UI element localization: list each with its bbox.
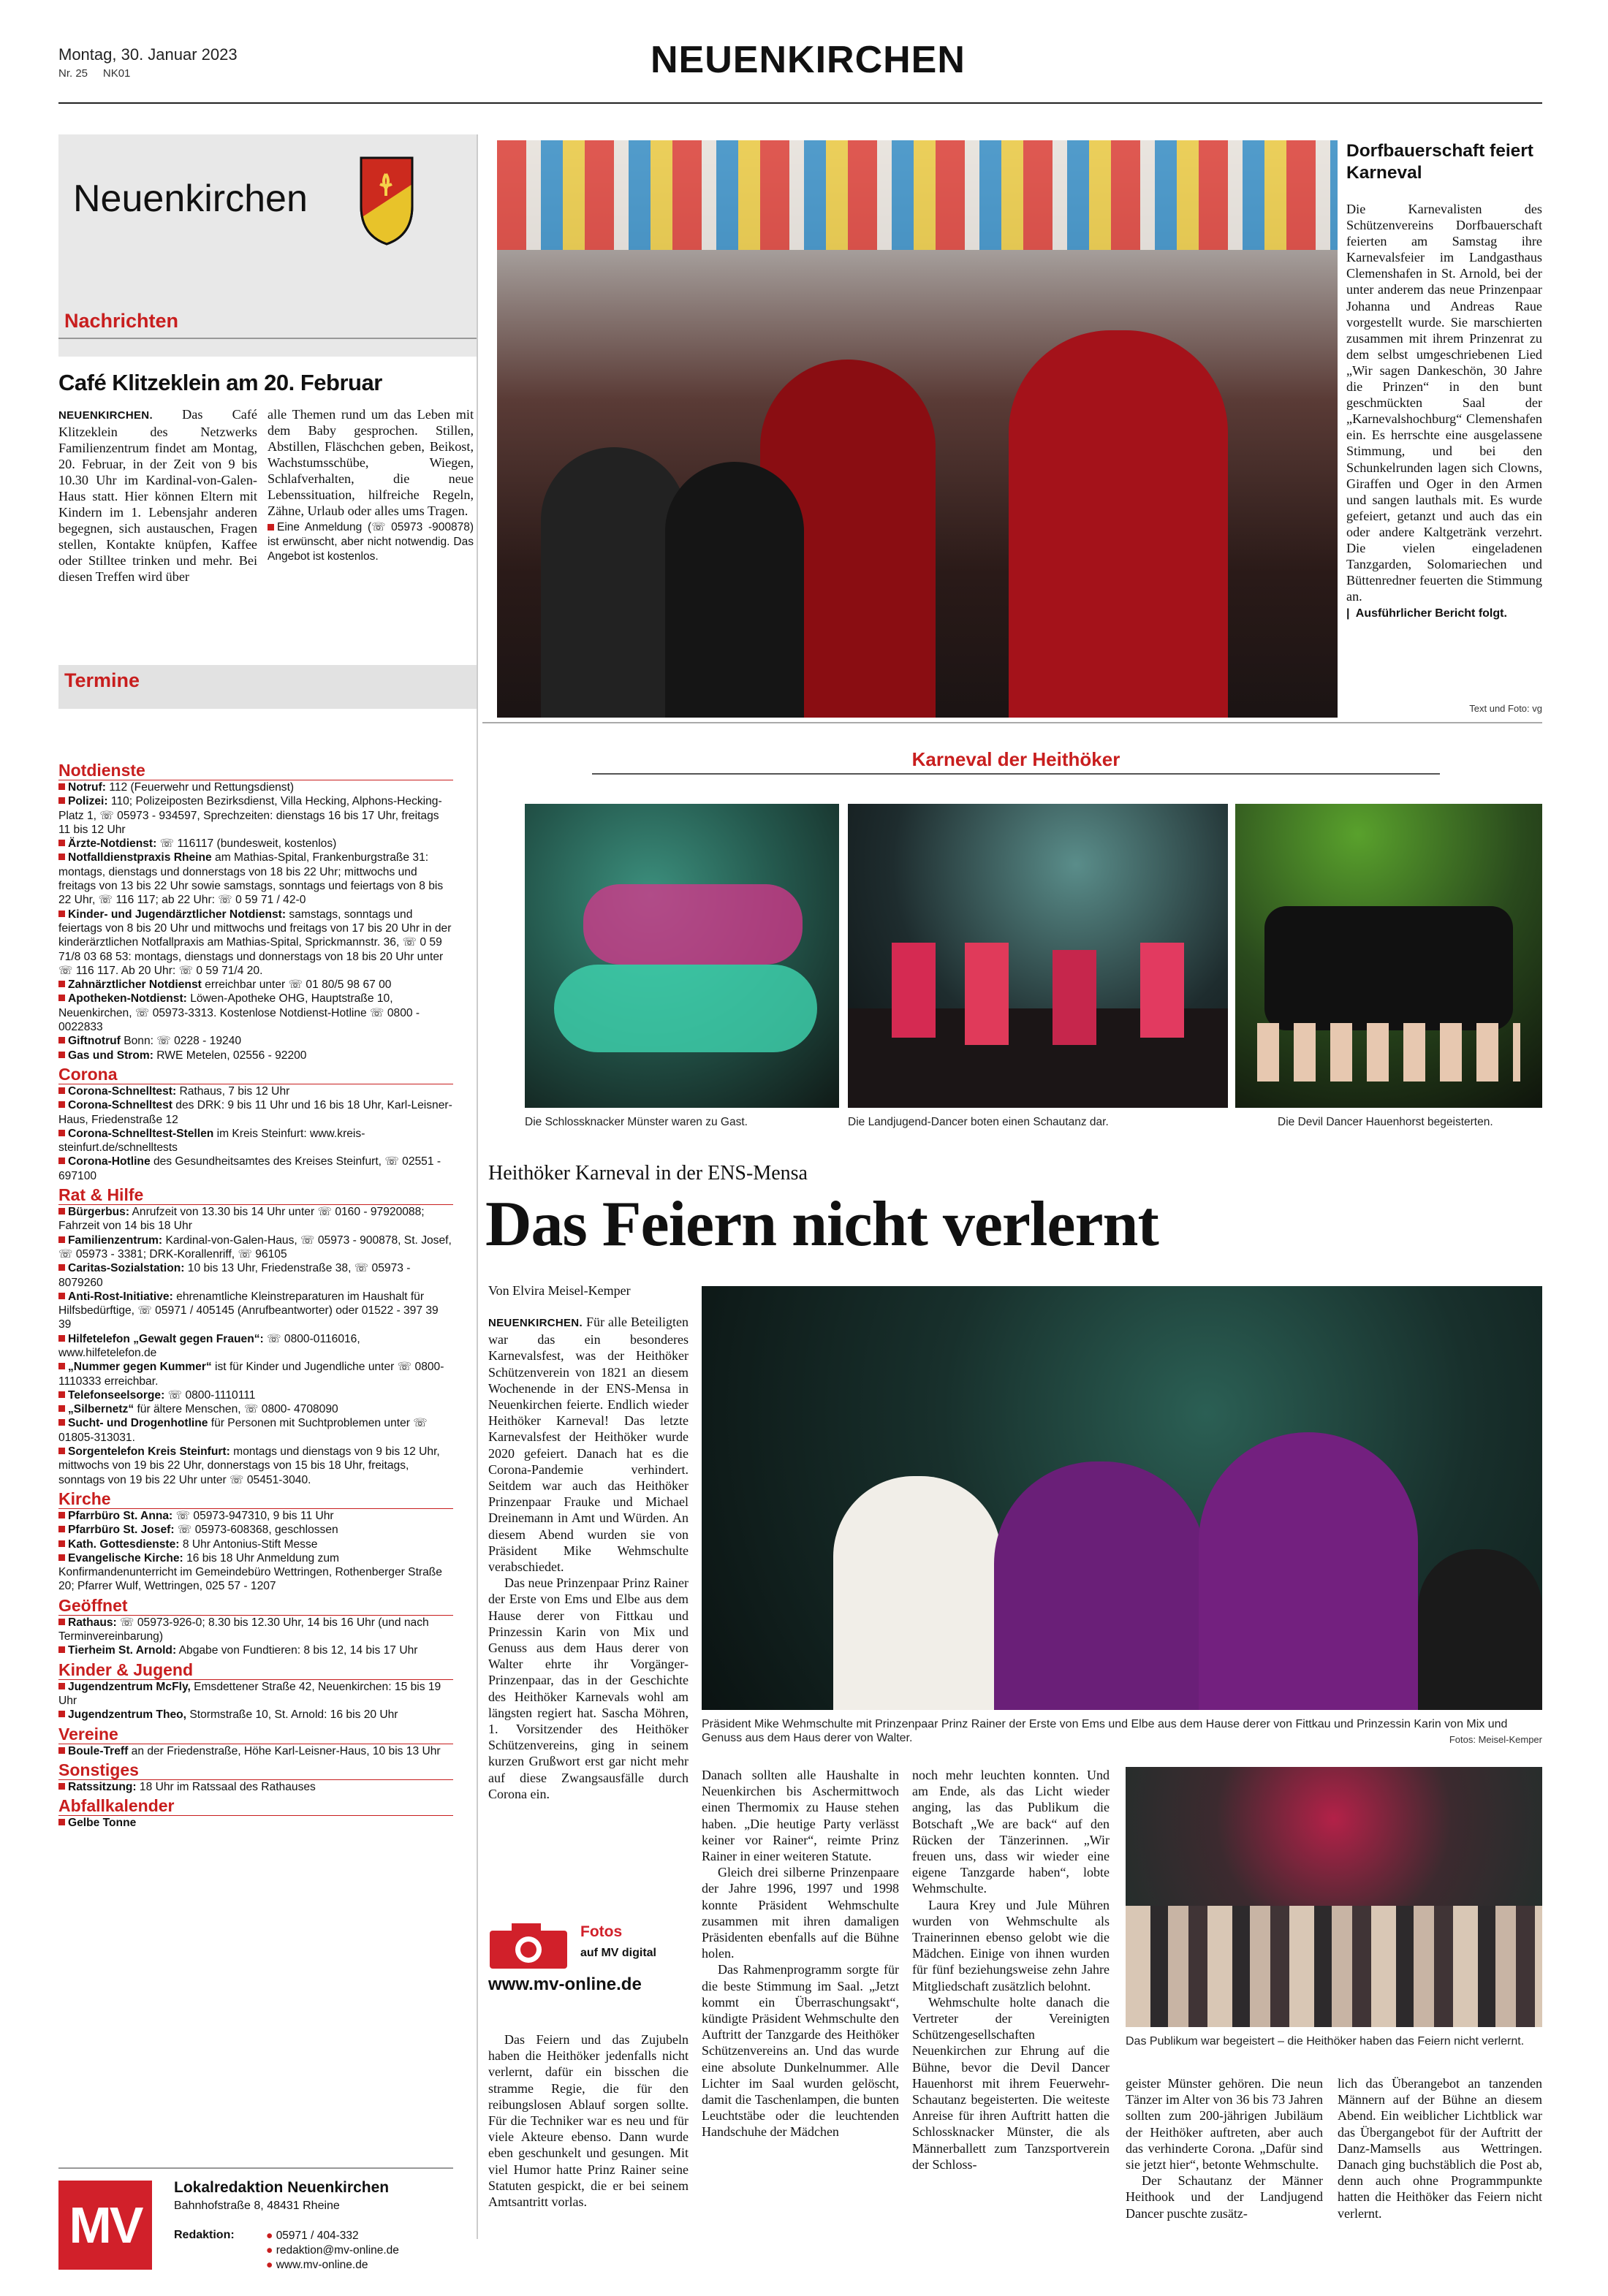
mv-logo: MV [58,2181,152,2270]
bullet-icon [58,1783,65,1790]
service-entry-text: ☏ 0800-1110111 [164,1388,256,1402]
article-headline: Das Feiern nicht verlernt [485,1189,1158,1260]
bullet-icon [58,981,65,987]
service-entry-label: Sorgentelefon Kreis Steinfurt: [68,1445,230,1459]
service-entry-text: Abgabe von Fundtieren: 8 bis 12, 14 bis 17 Uhr [176,1644,418,1657]
service-entry [58,780,453,794]
service-entry-label: Notfalldienstpraxis Rheine [68,851,212,864]
service-entry [58,992,453,1034]
service-entry-label: „Silbernetz“ [68,1403,134,1416]
service-entry-text: am Mathias-Spital, Frankenburgstraße 31: montags, dienstags und donnerstags von 18 bis 22 Uhr; mittwochs und freitags von 13 bis 22 Uhr sowie samstags, sonntags und feiertags von 8 bis 22 Uhr, ☏ 116 117; ab 22 Uhr: ☏ 0 59 71 / 42-0 [58,851,444,907]
bullet-icon [58,1819,65,1825]
service-entry [58,1290,453,1332]
gallery-photo-1 [525,804,839,1108]
bullet-icon [58,840,65,846]
bullet-icon [58,1208,65,1214]
bullet-icon [58,1101,65,1108]
service-entry-text: 16 bis 18 Uhr Anmeldung zum Konfirmandenunterricht im Gemeindebüro Wettringen, Rothenberger Straße 20; Pfarrer Wulf, Wettringen, 025 57 - 1207 [58,1551,442,1593]
bullet-icon [58,1236,65,1243]
service-entry-text: Stormstraße 10, St. Arnold: 16 bis 20 Uhr [186,1708,398,1722]
article-side-photo [1126,1767,1542,2027]
gallery-rule [592,773,1440,775]
promo-title: Fotos [580,1923,623,1940]
bullet-icon [58,1087,65,1094]
service-entry [58,1360,453,1388]
news-col-2: alle Themen rund um das Leben mit dem Baby gesprochen. Stillen, Abstillen, Fläschchen geben, Beikost, Wachstumsschübe, Wiegen, Schlafverhalten, die neue Lebenssituation, hilfreiche Regeln, Zähne, Urlaub oder alles ums Tragen. Eine Anmeldung (☏ 05973 -900878) ist erwünscht, aber nicht notwendig. Das Angebot ist kostenlos. [268,407,474,563]
service-entry [58,1205,453,1233]
photo-promo[interactable] [488,1920,689,2001]
service-entry [58,1098,453,1127]
bullet-icon [58,1335,65,1342]
top-story-headline: Dorfbauerschaft feiert Karneval [1346,141,1533,183]
service-entry-text: ☏ 05973-947310, 9 bis 11 Uhr [172,1509,334,1522]
service-entry-label: Ärzte-Notdienst: [68,837,157,851]
services-heading: Corona [58,1065,453,1084]
service-entry-text: 18 Uhr im Ratssaal des Rathauses [136,1780,316,1793]
service-entry-label: Notruf: [68,781,106,794]
office-name: Lokalredaktion Neuenkirchen [174,2179,390,2196]
service-entry [58,851,453,907]
phone-icon: ● [266,2230,273,2242]
news-col-1: NEUENKIRCHEN. Das Café Klitzeklein des Netzwerks Familienzentrum findet am Montag, 20. Februar, in der Zeit von 9 bis 10.30 Uhr im Kardinal-von-Galen-Haus statt. Hier können Eltern mit Kindern im 1. Lebensjahr anderen begegnen, sich austauschen, Fragen stellen, Kontakte knüpfen, Kaffee oder Stilltee trinken und mehr. Bei diesen Treffen wird über [58,407,258,584]
article-col-2: Danach sollten alle Haushalte in Neuenkirchen bis Aschermittwoch einen Thermomix zu Hause stehen haben. „Die heutige Party verlässt keiner vor Rainer“, reimte Prinz Rainer in einer weiteren Statute. Gleich drei silberne Prinzenpaare der Jahre 1996, 1997 und 1998 konnte Präsident Wehmschulte zusammen mit ihren damaligen Präsidenten ebenfalls auf die Bühne holen. Das Rahmenprogramm sorgte für die beste Stimmung im Saal. „Jetzt kommt ein Überraschungsakt“, kündigte Präsident Wehmschulte den Auftritt der Tanzgarde des Heithöker Schützenvereins an. Und das wurde eine absolute Dunkelnummer. Alle Lichter im Saal wurden gelöscht, damit die Taschenlampen, die bunten Leuchtstäbe oder die leuchtenden Handschuhe der Mädchen [702,1768,899,2140]
article-photo-credit: Fotos: Meisel-Kemper [1449,1734,1542,1745]
service-entry [58,1416,453,1445]
top-story-rule [482,722,1542,723]
bullet-icon [58,1619,65,1625]
service-entry [58,1708,453,1722]
service-entry-label: Bürgerbus: [68,1206,130,1219]
service-entry [58,1616,453,1644]
service-entry-text: RWE Metelen, 02556 - 92200 [153,1049,307,1062]
service-entry [58,1643,453,1657]
top-story-credit: Text und Foto: vg [1469,703,1542,714]
service-entry-text: an der Friedenstraße, Höhe Karl-Leisner-Haus, 10 bis 13 Uhr [128,1744,441,1757]
service-entry [58,1537,453,1551]
service-entry-text: 112 (Feuerwehr und Rettungsdienst) [105,781,295,794]
service-entry-text: ☏ 05973-926-0; 8.30 bis 12.30 Uhr, 14 bis 16 Uhr (und nach Terminvereinbarung) [58,1616,429,1643]
service-entry-label: Tierheim St. Arnold: [68,1644,177,1657]
service-entry-label: Anti-Rost-Initiative: [68,1290,173,1303]
bullet-icon [58,1711,65,1717]
service-entry-label: Corona-Schnelltest: [68,1084,177,1098]
bullet-icon [58,1264,65,1271]
service-entry [58,1084,453,1098]
service-entry-text: Emsdettener Straße 42, Neuenkirchen: 15 bis 19 Uhr [58,1680,441,1707]
service-entry-label: Jugendzentrum McFly, [68,1680,191,1693]
service-entry-text: erreichbar unter ☏ 01 80/5 98 67 00 [201,978,392,992]
service-entry [58,1155,453,1183]
service-entry-label: Boule-Treff [68,1744,129,1757]
top-story-body: Die Karnevalisten des Schützenvereins Dorfbauerschaft feierten am Samstag ihre Karnevalsfeier im Landgasthaus Clemenshafen in St. Arnold, bei der unter anderem das neue Prinzenpaar Johanna und Andreas Raue vorgestellt wurde. Sie marschierten zusammen mit ihrem Prinzenrat zu dem selbst umgeschriebenen Lied „Wir sagen Dankeschön, 30 Jahre die Prinzen“ in den bunt geschmückten Saal der „Karnevalshochburg“ Clemenshafen ein. Es herrschte eine ausgelassene Stimmung, und bei den Schunkelrunden lagen sich Clowns, Giraffen und Oger in den Armen und sangen lauthals mit. Es wurde gefeiert, getanzt und auch das ein oder andere Kaltgetränk verzehrt. Die vielen eingeladenen Tanzgarden, Solomariechen und Büttenredner feuerten die Stimmung an. | Ausführlicher Bericht folgt. [1346,202,1542,620]
bullet-icon [58,1391,65,1398]
service-entry [58,1780,453,1794]
bullet-icon [58,797,65,804]
service-entry-label: Zahnärztlicher Notdienst [68,978,202,992]
issue-date: Montag, 30. Januar 2023 [58,45,238,64]
service-entry-label: Familienzentrum: [68,1233,163,1247]
services-heading: Notdienste [58,761,453,780]
service-entry-label: Gelbe Tonne [68,1817,137,1830]
services-list [58,759,453,1830]
gallery-photo-3 [1235,804,1542,1108]
service-entry [58,1402,453,1416]
service-entry-label: Kath. Gottesdienste: [68,1537,180,1551]
gallery-label: Karneval der Heithöker [911,748,1120,770]
article-main-caption: Präsident Mike Wehmschulte mit Prinzenpaar Prinz Rainer der Erste von Ems und Elbe aus dem Hause derer von Fittkau und Prinzessin Karin von Mix und Genuss aus dem Haus derer von Walter. [702,1718,1508,1744]
service-entry [58,1388,453,1402]
top-story-photo [497,140,1338,718]
article-main-photo [702,1286,1542,1710]
bullet-icon [58,911,65,917]
article-col-3: noch mehr leuchten konnten. Und am Ende, als das Licht wieder anging, las das Publikum die Botschaft „We are back“ auf den Rücken der Tänzerinnen. „Wir freuen uns, dass wir wieder eine eigene Tanzgarde haben“, lobte Wehmschulte. Laura Krey und Jule Mühren wurden von Wehmschulte als Trainerinnen ebenso gelobt wie die Mädchen. Einige von ihnen wurden für fünf beziehungsweise zehn Jahre Mitgliedschaft zusätzlich belohnt. Wehmschulte holte danach die Vertreter der Vereinigten Schützengesellschaften Neuenkirchen zur Ehrung auf die Bühne, bevor die Devil Dancer Hauenhorst mit ihrem Feuerwehr-Schautanz begeisterten. Die weiteste Anreise für ihren Auftritt hatten die Schlossknacker Münster, die als Männerballett zum Tanzsportverein der Schloss- [912,1768,1110,2172]
service-entry-label: Pfarrbüro St. Anna: [68,1509,173,1522]
service-entry-text: des Gesundheitsamtes des Kreises Steinfurt, ☏ 02551 - 697100 [58,1155,441,1182]
camera-icon [488,1922,569,1970]
service-entry-label: Gas und Strom: [68,1049,153,1062]
services-heading: Rat & Hilfe [58,1185,453,1205]
bullet-icon [58,1747,65,1754]
service-entry [58,1332,453,1361]
bullet-icon [58,1363,65,1369]
service-entry [58,908,453,978]
nachrichten-rule [58,338,477,339]
office-phone: 05971 / 404-332 [276,2230,359,2242]
service-entry [58,1261,453,1290]
gallery-photo-2 [848,804,1228,1108]
bullet-icon [58,1540,65,1547]
bullet-icon [58,783,65,790]
service-entry-text: Löwen-Apotheke OHG, Hauptstraße 10, Neuenkirchen, ☏ 05973-3313. Kostenlose Notdienst-Hotline ☏ 0800 - 0022833 [58,992,420,1034]
service-entry-label: Sucht- und Drogenhotline [68,1417,208,1430]
service-entry-text: 8 Uhr Antonius-Stift Messe [179,1537,318,1551]
article-col-4: geister Münster gehören. Die neun Tänzer im Alter von 36 bis 73 Jahren sollten zum 200-jährigen Jubiläum der Heithöker auftreten, aber auch das verhinderte Corona. „Dafür sind sie jetzt hier“, betonte Wehmschulte. Der Schautanz der Männer Heithook und der Landjugend Dancer puschte zusätz- [1126,2076,1323,2221]
service-entry-text: des DRK: 9 bis 11 Uhr und 16 bis 18 Uhr, Karl-Leisner-Haus, Friedenstraße 12 [58,1099,452,1126]
web-icon: ● [266,2259,273,2271]
article-kicker: Heithöker Karneval in der ENS-Mensa [488,1162,808,1185]
article-col-1c: Das Feiern und das Zujubeln haben die Heithöker jedenfalls nicht verlernt, dafür ein bisschen die stramme Regie, die für den reibungslosen Ablauf sorgen sollte. Für die Techniker war es neu und für viele Akteure ebenso. Dann wurde eben geschunkelt und gesungen. Mit viel Humor hatte Prinz Rainer seine Statuten gespickt, die er bei seinem Amtsantritt vorlas. [488,2032,689,2210]
service-entry-label: Caritas-Sozialstation: [68,1262,185,1275]
service-entry [58,1551,453,1594]
service-entry-text: 110; Polizeiposten Bezirksdienst, Villa Hecking, Alphons-Hecking-Platz 1, ☏ 05973 - 934597, Sprechzeiten: dienstags 16 bis 17 Uhr, freitags 11 bis 12 Uhr [58,795,442,836]
bullet-icon [58,1512,65,1518]
redaktion-label: Redaktion: [174,2229,235,2241]
gallery-caption-1: Die Schlossknacker Münster waren zu Gast. [525,1116,748,1128]
bullet-icon [58,1646,65,1653]
service-entry-label: Telefonseelsorge: [68,1388,165,1402]
service-entry-label: Kinder- und Jugendärztlicher Notdienst: [68,908,287,921]
bullet-icon [58,1405,65,1412]
service-entry-text: montags und dienstags von 9 bis 12 Uhr, mittwochs von 19 bis 22 Uhr, donnerstags von 15 bis 18 Uhr, freitags, sonntags von 19 bis 22 Uhr unter ☏ 05451-3040. [58,1445,440,1486]
service-entry [58,1445,453,1487]
article-col-5: lich das Überangebot an tanzenden Männern auf der Bühne an diesem Abend. Ein weiblicher Lichtblick war das Übergangebot für der Auftritt der Danz-Mamsells aus Wettringen. Danach ging buchstäblich die Post ab, denn auch ohne Programmpunkte hatten die Heithöker das Feiern nicht verlernt. [1338,2076,1542,2221]
service-entry-label: Apotheken-Notdienst: [68,992,187,1006]
office-email[interactable]: redaktion@mv-online.de [276,2244,399,2257]
bullet-icon [58,1157,65,1164]
promo-url[interactable]: www.mv-online.de [488,1974,642,1994]
service-entry-label: Evangelische Kirche: [68,1551,183,1565]
bullet-icon [58,1052,65,1058]
service-entry [58,978,453,992]
footer-rule [58,2167,453,2169]
service-entry-text: 10 bis 13 Uhr, Friedenstraße 38, ☏ 05973 - 8079260 [58,1262,411,1289]
service-entry-label: „Nummer gegen Kummer“ [68,1361,212,1374]
service-entry-text: für ältere Menschen, ☏ 0800- 4708090 [134,1403,338,1416]
service-entry-label: Polizei: [68,795,108,808]
gallery-caption-3: Die Devil Dancer Hauenhorst begeisterten. [1278,1116,1493,1128]
bullet-icon [58,1448,65,1454]
bullet-icon [58,1419,65,1426]
service-entry-label: Corona-Schnelltest-Stellen [68,1127,214,1140]
service-entry-label: Rathaus: [68,1616,117,1629]
service-entry-text: ☏ 0800-0116016, www.hilfetelefon.de [58,1332,360,1359]
service-entry-label: Pfarrbüro St. Josef: [68,1524,175,1537]
service-entry-text: samstags, sonntags und feiertags von 8 bis 20 Uhr und mittwochs und freitags von 17 bis 20 Uhr in der kinderärztlichen Notfallpraxis am Mathias-Spital, Sprickmannstr. 36, ☏ 0 59 71/8 03 68 53: montags, dienstags und donnerstags von 18 bis 20 Uhr unter ☏ 116 117. Ab 20 Uhr: ☏ 0 59 71/4 20. [58,908,452,977]
service-entry-text: Anrufzeit von 13.30 bis 14 Uhr unter ☏ 0160 - 97920088; Fahrzeit von 14 bis 18 Uhr [58,1206,425,1233]
service-entry [58,1233,453,1262]
promo-subtitle: auf MV digital [580,1947,656,1959]
service-entry-text: Rathaus, 7 bis 12 Uhr [176,1084,290,1098]
article-side-caption: Das Publikum war begeistert – die Heithöker haben das Feiern nicht verlernt. [1126,2035,1525,2048]
mail-icon: ● [266,2244,273,2257]
services-heading: Abfallkalender [58,1796,453,1816]
service-entry-label: Ratssitzung: [68,1780,137,1793]
services-heading: Geöffnet [58,1596,453,1616]
service-entry [58,1523,453,1537]
service-entry [58,1049,453,1063]
contact-block [266,2229,399,2273]
services-heading: Kirche [58,1489,453,1509]
bullet-icon [58,995,65,1001]
service-entry [58,1680,453,1708]
bullet-icon [58,854,65,860]
service-entry-text: ist für Kinder und Jugendliche unter ☏ 0800-1110333 erreichbar. [58,1361,444,1388]
service-entry [58,1127,453,1155]
gallery-caption-2: Die Landjugend-Dancer boten einen Schautanz dar. [848,1116,1109,1128]
local-title: Neuenkirchen [73,178,308,220]
service-entry [58,794,453,837]
article-col-1: NEUENKIRCHEN. Für alle Beteiligten war das ein besonderes Karnevalsfest, was der Heithöker Schützenverein von 1821 an diesem Wochenende in der ENS-Mensa in Neuenkirchen feierte. Endlich wieder Heithöker Karneval! Das letzte Karnevalsfest der Heithöker wurde 2020 gefeiert. Danach hat es die Corona-Pandemie verhindert. Seitdem war auch das Heithöker Prinzenpaar Frauke und Michael Dreinemann in Amt und Würden. An diesem Abend wurden sie von Präsident Mike Wehmschulte verabschiedet. Das neue Prinzenpaar Prinz Rainer der Erste von Ems und Elbe aus dem Hause derer von Fittkau und Prinzessin Karin von Mix und Genuss aus dem Haus derer von Walter ehrte ihr Vorgänger-Prinzenpaar, das in der Geschichte des Heithöker Karnevals wohl am längsten regiert hat. Sascha Möhren, 1. Vorsitzender des Heithöker Schützenvereins, ging in seinem kurzen Grußwort erst gar nicht mehr auf diese Zwangsausfälle durch Corona ein. [488,1315,689,1801]
service-entry-label: Hilfetelefon „Gewalt gegen Frauen“: [68,1332,264,1345]
services-heading: Sonstiges [58,1760,453,1780]
services-heading: Kinder & Jugend [58,1660,453,1680]
service-entry-label: Giftnotruf [68,1035,121,1048]
column-divider [477,134,478,2239]
service-entry [58,1816,453,1830]
service-entry-label: Jugendzentrum Theo, [68,1708,187,1722]
service-entry-label: Corona-Hotline [68,1155,151,1168]
bullet-icon [58,1130,65,1136]
bullet-icon [58,1037,65,1044]
service-entry-text: ☏ 05973-608368, geschlossen [174,1524,338,1537]
bullet-icon [58,1554,65,1561]
services-heading: Vereine [58,1725,453,1744]
issue-number: Nr. 25 NK01 [58,67,131,80]
service-entry-text: ☏ 116117 (bundesweit, kostenlos) [156,837,337,851]
service-entry-label: Corona-Schnelltest [68,1099,172,1112]
bullet-icon [58,1683,65,1689]
nachrichten-label: Nachrichten [64,310,179,332]
service-entry-text: im Kreis Steinfurt: www.kreis-steinfurt.de/schnelltests [58,1127,365,1155]
service-entry [58,837,453,851]
service-entry [58,1509,453,1523]
service-entry-text: für Personen mit Suchtproblemen unter ☏ 01805-313031. [58,1417,428,1444]
bullet-icon [58,1526,65,1532]
service-entry-text: Bonn: ☏ 0228 - 19240 [120,1035,242,1048]
section-title: NEUENKIRCHEN [651,39,966,81]
bullet-icon [58,1293,65,1299]
termine-label: Termine [64,669,140,691]
service-entry [58,1034,453,1048]
news-headline: Café Klitzeklein am 20. Februar [58,370,382,395]
masthead-rule [58,102,1542,104]
office-address: Bahnhofstraße 8, 48431 Rheine [174,2200,340,2212]
coat-of-arms-icon [358,155,415,247]
article-byline: Von Elvira Meisel-Kemper [488,1283,631,1298]
service-entry-text: ehrenamtliche Kleinstreparaturen im Haushalt für Hilfsbedürftige, ☏ 05971 / 405145 (Anrufbeantworter) oder 01522 - 397 39 39 [58,1290,439,1331]
office-web[interactable]: www.mv-online.de [276,2259,368,2271]
service-entry-text: Kardinal-von-Galen-Haus, ☏ 05973 - 900878, St. Josef, ☏ 05973 - 3381; DRK-Korallenriff, ☏ 96105 [58,1233,452,1261]
service-entry [58,1744,453,1758]
